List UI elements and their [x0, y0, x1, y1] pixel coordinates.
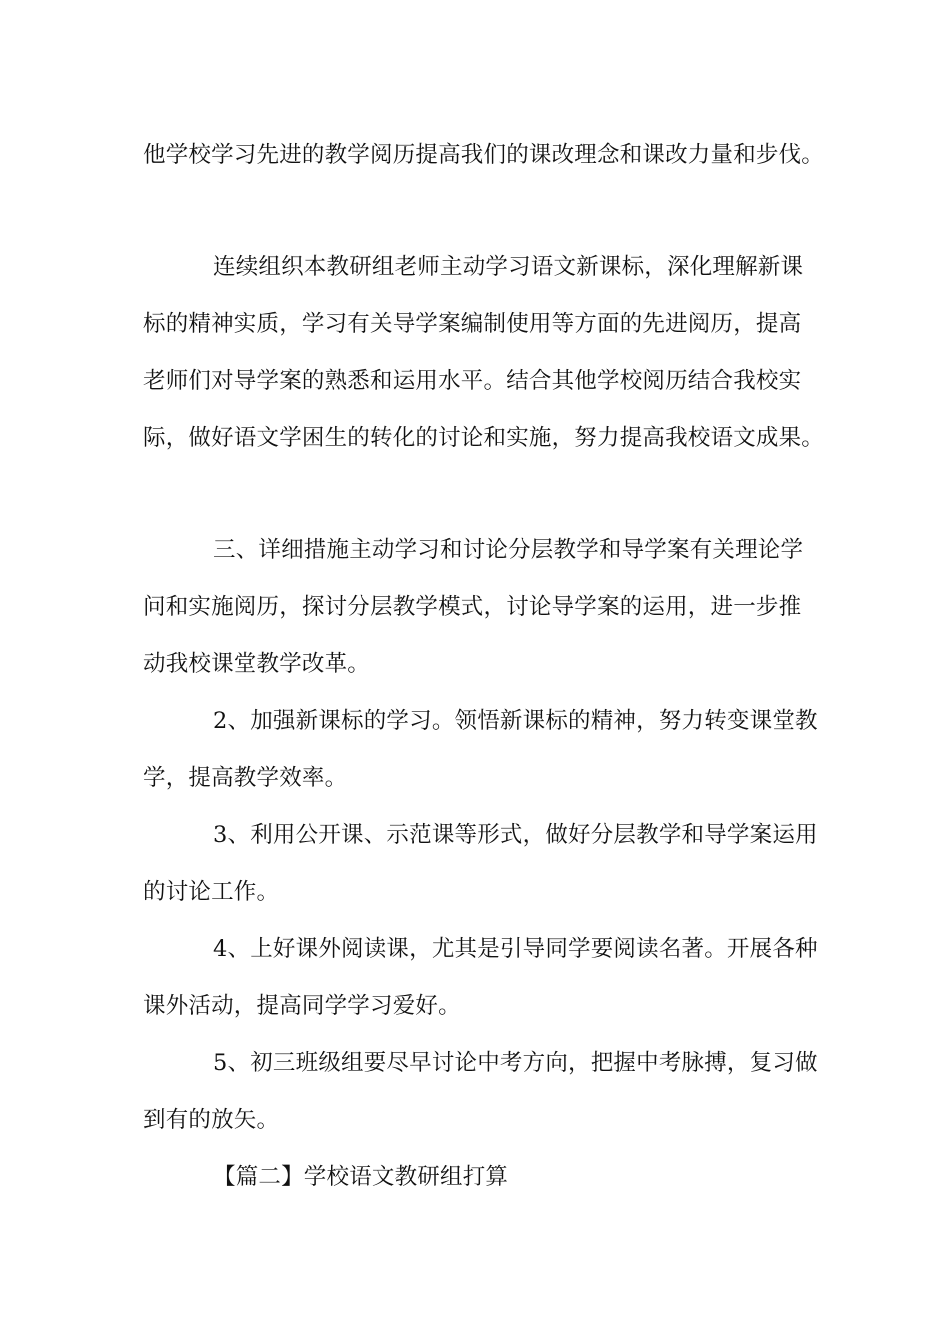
text-line: 老师们对导学案的熟悉和运用水平。结合其他学校阅历结合我校实	[143, 368, 802, 394]
text-line: 的讨论工作。	[143, 879, 280, 905]
text-line: 连续组织本教研组老师主动学习语文新课标，深化理解新课	[213, 254, 804, 280]
text-line: 课外活动，提高同学学习爱好。	[143, 993, 461, 1019]
text-line: 4、上好课外阅读课，尤其是引导同学要阅读名著。开展各种	[213, 936, 818, 962]
text-line: 际，做好语文学困生的转化的讨论和实施，努力提高我校语文成果。	[143, 425, 825, 451]
text-line: 问和实施阅历，探讨分层教学模式，讨论导学案的运用，进一步推	[143, 594, 802, 620]
text-line: 标的精神实质，学习有关导学案编制使用等方面的先进阅历，提高	[143, 311, 802, 337]
text-line: 动我校课堂教学改革。	[143, 651, 371, 677]
text-line: 学，提高教学效率。	[143, 765, 348, 791]
text-line: 5、初三班级组要尽早讨论中考方向，把握中考脉搏，复习做	[213, 1050, 818, 1076]
text-line: 到有的放矢。	[143, 1107, 280, 1133]
text-line: 三、详细措施主动学习和讨论分层教学和导学案有关理论学	[213, 537, 804, 563]
text-line: 3、利用公开课、示范课等形式，做好分层教学和导学案运用	[213, 822, 818, 848]
section-heading: 【篇二】学校语文教研组打算	[213, 1164, 509, 1190]
text-line: 他学校学习先进的教学阅历提高我们的课改理念和课改力量和步伐。	[143, 142, 825, 168]
text-line: 2、加强新课标的学习。领悟新课标的精神，努力转变课堂教	[213, 708, 818, 734]
